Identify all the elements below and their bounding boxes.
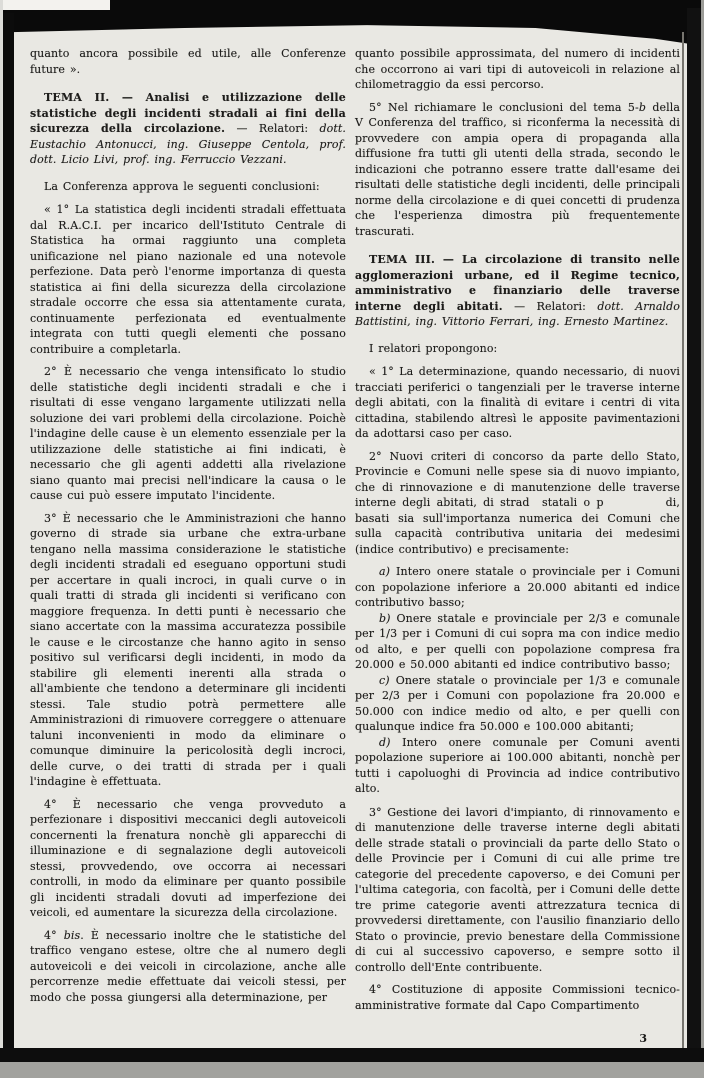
conference-intro: [30, 179, 346, 195]
item-marker: b): [379, 611, 391, 625]
tema-iii-heading: [355, 252, 680, 330]
paper: [3, 10, 687, 1050]
paragraph-text: quanto possibile approssimata, del numero di incidenti che occorrono ai vari tipi di autoveicoli in relazione al chilometraggio da essi percorso.: [355, 47, 680, 91]
conclusion-3: [30, 511, 346, 790]
proposal-3: [355, 805, 680, 976]
paragraph-text: 3° Gestione dei lavori d'impianto, di rinnovamento e di manutenzione delle traverse interne degli abitati delle strade statali o provinciali da parte dello Stato o delle Provincie per i Comuni di cui alle prime tre categorie del precedente capoverso, e dei Comuni per l'ultima categoria, con facoltà, per i Comuni delle dette tre prime categorie aventi attrezzatura tecnica di provvedersi direttamente, con l'ausilio finanziario dello Stato o provincie, previo benestare della Commissione di cui al successivo capoverso, e sempre sotto il controllo dell'Ente contribuente.: [355, 805, 680, 974]
paragraph-text: I relatori propongono:: [369, 341, 498, 355]
column-right: [355, 46, 680, 1020]
conclusion-4bis: [30, 928, 346, 1006]
item-marker: d): [379, 735, 391, 749]
tema-ii-title: TEMA II. — Analisi e utilizzazione delle statistiche degli incidenti stradali ai fini della sicurezza della circolazione.: [30, 91, 346, 135]
item-text: Onere statale e provinciale per 2/3 e comunale per 1/3 per i Comuni di cui sopra ma con indice medio od alto, e per quelli con popolazione compresa fra 20.000 e 50.000 abitanti ed indice contributivo basso;: [355, 611, 680, 671]
list-item-d: [355, 735, 680, 797]
tema-iii-relatori: dott. Arnaldo Battistini, ing. Vittorio Ferrari, ing. Ernesto Martinez.: [355, 299, 680, 328]
list-item-a: [355, 564, 680, 611]
page-number: 3: [639, 1032, 647, 1045]
tema-ii-heading: [30, 90, 346, 168]
proposal-2: [355, 449, 680, 558]
paragraph-continuation: [355, 46, 680, 93]
item-marker: a): [379, 565, 391, 578]
conclusion-1: [30, 202, 346, 357]
paragraph-text: 2° Nuovi criteri di concorso da parte dello Stato, Provincie e Comuni nelle spese sia di nuovo impianto, che di rinnovazione e di manutenzione delle traverse interne degli abitati, di strad statali o p di, basati sia sull'importanza numerica dei Comuni che sulla capacità contributiva unitaria dei medesimi (indice contributivo) e precisamente:: [355, 449, 680, 556]
scan-bottom-gray-strip: [0, 1062, 704, 1078]
conclusion-4: [30, 797, 346, 921]
list-item-c: [355, 673, 680, 735]
relatori-separator: — Relatori:: [225, 122, 320, 135]
list-item-b: [355, 611, 680, 673]
paragraph-text: quanto ancora possibile ed utile, alle Conferenze future ».: [30, 47, 346, 76]
relatori-intro: [355, 341, 680, 357]
tema-iii-title: TEMA III. — La circolazione di transito nelle agglomerazioni urbane, ed il Regime tecnico, amministrativo e finanziario delle traverse interne degli abitati.: [355, 253, 680, 313]
relatori-separator: — Relatori:: [502, 299, 598, 313]
column-left: [30, 46, 346, 1012]
tema-ii-relatori: dott. Eustachio Antonucci, ing. Giuseppe Centola, prof. dott. Licio Livi, prof. ing. Ferruccio Vezzani.: [30, 122, 346, 166]
proposal-4: [355, 982, 680, 1013]
bis-italic: bis: [63, 928, 81, 942]
paragraph-text: 4° È necessario che venga provveduto a perfezionare i dispositivi meccanici degli autoveicoli concernenti la frenatura nonchè gli apparecchi di illuminazione e di segnalazione degli autoveicoli stessi, provvedendo, ove occorra ai necessari controlli, in modo da eliminare per quanto possibile gli incidenti stradali dovuti ad imperfezione dei veicoli, ed aumentare la sicurezza della circolazione.: [30, 797, 346, 919]
paragraph-text: . È necessario inoltre che le statistiche del traffico vengano estese, oltre che al numero degli autoveicoli e dei veicoli in circolazione, anche alle percorrenze medie effettuate dai veicoli stessi, per modo che possa giungersi alla determinazione, per: [30, 928, 346, 1004]
paragraph-text: 5° Nel richiamare le conclusioni del tema 5-: [369, 100, 639, 114]
conclusion-2: [30, 364, 346, 504]
item-text: Onere statale o provinciale per 1/3 e comunale per 2/3 per i Comuni con popolazione fra 20.000 e 50.000 con indice medio od alto, e per quelli con qualunque indice fra 50.000 e 100.000 abitanti;: [355, 673, 680, 733]
paragraph-text: 4°: [44, 928, 64, 942]
paragraph-text: della V Conferenza del traffico, si riconferma la necessità di provvedere con ampia opera di propaganda alla diffusione fra tutti gli utenti della strada, secondo le indicazioni che potranno essere tratte dall'esame dei risultati delle statistiche degli incidenti, delle principali norme della circolazione e di quei concetti di prudenza che l'esperienza dimostra più frequentemente trascurati.: [355, 100, 680, 238]
paragraph-text: 2° È necessario che venga intensificato lo studio delle statistiche degli incidenti stradali e che i risultati di esse vengano largamente utilizzati nella soluzione dei vari problemi della circolazione. Poichè l'indagine delle cause è un elemento essenziale per la utilizzazione delle statistiche ai fini indicati, è necessario che gli agenti addetti alla rivelazione siano quanto mai precisi nell'indicare la causa o le cause cui può essere imputato l'incidente.: [30, 365, 346, 502]
scan-border-bottom: [0, 1048, 704, 1062]
paragraph-text: 4° Costituzione di apposite Commissioni tecnico-amministrative formate dal Capo Compartimento: [355, 983, 680, 1012]
paper-edge-right: [682, 32, 684, 1048]
proposal-1: [355, 364, 680, 442]
tema-ref-italic: b: [638, 100, 646, 114]
item-text: Intero onere comunale per Comuni aventi popolazione superiore ai 100.000 abitanti, nonchè per tutti i capoluoghi di Provincia ad indice contributivo alto.: [355, 735, 680, 795]
item-text: Intero onere statale o provinciale per i Comuni con popolazione inferiore a 20.000 abitanti ed indice contributivo basso;: [355, 565, 680, 609]
conclusion-5: [355, 100, 680, 240]
item-marker: c): [379, 673, 390, 687]
paragraph-text: La Conferenza approva le seguenti conclusioni:: [44, 179, 320, 193]
scan-border-left: [3, 13, 14, 1062]
paragraph-text: « 1° La determinazione, quando necessario, di nuovi tracciati periferici o tangenziali per le traverse interne degli abitati, con la finalità di evitare i centri di vita cittadina, stabilendo altresì le apposite pavimentazioni da adottarsi caso per caso.: [355, 365, 680, 440]
scan-border-right: [687, 8, 701, 1054]
paragraph-text: 3° È necessario che le Amministrazioni che hanno governo di strade sia urbane che extra-urbane tengano nella massima considerazione le statistiche degli incidenti stradali ed eseguano opportuni studi per accertare in quali incroci, in quali curve o in quali tratti di strada gli incidenti si verificano con maggiore frequenza. In detti punti è necessario che siano accertate con la massima accuratezza possibile le cause e le circostanze che hanno agito in senso positivo sul verificarsi degli incidenti, in modo da stabilire gli elementi inerenti alla strada o all'ambiente che tendono a determinare gli incidenti stessi. Tale studio potrà permettere alle Amministrazioni di rimuovere correggere o attenuare taluni inconvenienti in modo da eliminare o comunque diminuire la pericolosità degli incroci, delle curve, o dei tratti di strada per i quali l'indagine è effettuata.: [30, 511, 346, 788]
paragraph-text: « 1° La statistica degli incidenti stradali effettuata dal R.A.C.I. per incarico dell'Istituto Centrale di Statistica ha ormai raggiunto una completa unificazione nel piano nazionale ed una notevole perfezione. Data però l'enorme importanza di questa statistica ai fini della sicurezza della circolazione stradale occorre che essa sia attentamente curata, continuamente perfezionata ed eventualmente integrata con tutti quegli elementi che possano contribuire a completarla.: [30, 203, 346, 356]
paragraph-continuation: [30, 46, 346, 77]
